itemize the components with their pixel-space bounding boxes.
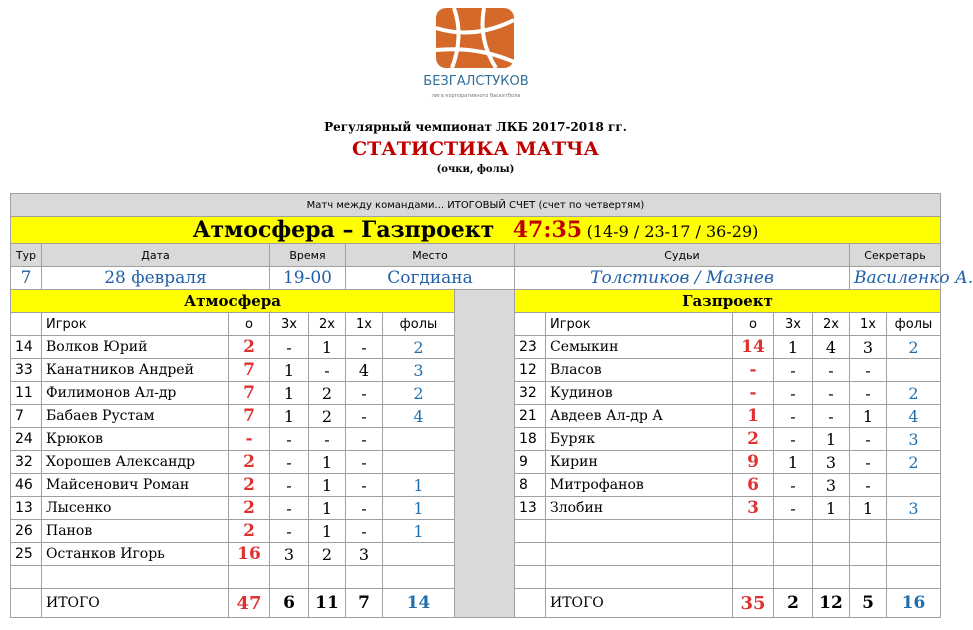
- player-fouls: [887, 566, 941, 589]
- player-fouls: [383, 428, 455, 451]
- total-num-cell: [515, 589, 546, 618]
- header-date: Дата: [42, 244, 270, 267]
- player-three: 1: [270, 382, 309, 405]
- player-fouls: 3: [887, 497, 941, 520]
- player-points: [733, 543, 774, 566]
- total-fouls: 14: [383, 589, 455, 618]
- player-points: -: [733, 359, 774, 382]
- total-points: 35: [733, 589, 774, 618]
- header-secretary: Секретарь: [850, 244, 941, 267]
- col-fouls-header: фолы: [383, 313, 455, 336]
- total-points: 47: [229, 589, 270, 618]
- player-three: [774, 543, 813, 566]
- player-one: -: [850, 359, 887, 382]
- player-name: Кирин: [546, 451, 733, 474]
- player-name: Крюков: [42, 428, 229, 451]
- player-name: Кудинов: [546, 382, 733, 405]
- player-fouls: 3: [887, 428, 941, 451]
- player-name: Злобин: [546, 497, 733, 520]
- col-num-header: [11, 313, 42, 336]
- player-two: 3: [813, 474, 850, 497]
- col-points-header: о: [733, 313, 774, 336]
- player-number: 32: [515, 382, 546, 405]
- player-number: 33: [11, 359, 42, 382]
- player-one: [346, 566, 383, 589]
- player-number: 13: [515, 497, 546, 520]
- player-three: [774, 566, 813, 589]
- season-title: Регулярный чемпионат ЛКБ 2017-2018 гг.: [324, 120, 627, 134]
- player-three: -: [774, 497, 813, 520]
- player-one: -: [346, 428, 383, 451]
- player-fouls: 1: [383, 520, 455, 543]
- col-three-header: 3х: [270, 313, 309, 336]
- total-two: 12: [813, 589, 850, 618]
- player-two: -: [813, 382, 850, 405]
- player-one: -: [346, 382, 383, 405]
- player-name: Панов: [42, 520, 229, 543]
- col-three-header: 3х: [774, 313, 813, 336]
- tour-value: 7: [11, 267, 42, 290]
- player-number: 26: [11, 520, 42, 543]
- col-fouls-header: фолы: [887, 313, 941, 336]
- total-three: 2: [774, 589, 813, 618]
- player-three: -: [270, 336, 309, 359]
- player-points: 2: [229, 497, 270, 520]
- referees-value: Толстиков / Мазнев: [515, 267, 850, 290]
- player-number: 8: [515, 474, 546, 497]
- total-label: ИТОГО: [42, 589, 229, 618]
- player-number: 24: [11, 428, 42, 451]
- player-two: 1: [309, 451, 346, 474]
- player-fouls: [887, 520, 941, 543]
- player-one: -: [346, 405, 383, 428]
- player-name: Семыкин: [546, 336, 733, 359]
- match-stats-table: [10, 193, 973, 618]
- player-number: [515, 543, 546, 566]
- player-number: 25: [11, 543, 42, 566]
- col-player-header: Игрок: [42, 313, 229, 336]
- player-fouls: 2: [383, 382, 455, 405]
- col-player-header: Игрок: [546, 313, 733, 336]
- player-one: -: [850, 382, 887, 405]
- player-three: -: [270, 451, 309, 474]
- player-three: 1: [270, 405, 309, 428]
- header-tour: Тур: [11, 244, 42, 267]
- player-points: [733, 520, 774, 543]
- player-fouls: 2: [887, 451, 941, 474]
- player-name: Буряк: [546, 428, 733, 451]
- player-three: -: [774, 428, 813, 451]
- player-points: 2: [229, 474, 270, 497]
- player-name: Бабаев Рустам: [42, 405, 229, 428]
- player-fouls: 1: [383, 474, 455, 497]
- col-two-header: 2х: [309, 313, 346, 336]
- basketball-logo-icon: [434, 6, 516, 70]
- player-one: -: [346, 497, 383, 520]
- player-points: 2: [229, 451, 270, 474]
- player-two: 3: [813, 451, 850, 474]
- score-banner: [11, 217, 941, 244]
- team-a-name: Атмосфера: [11, 290, 455, 313]
- player-one: [850, 566, 887, 589]
- player-number: [515, 566, 546, 589]
- player-fouls: 3: [383, 359, 455, 382]
- player-number: 7: [11, 405, 42, 428]
- player-three: 1: [270, 359, 309, 382]
- player-three: [774, 520, 813, 543]
- player-number: 46: [11, 474, 42, 497]
- player-three: -: [774, 474, 813, 497]
- player-fouls: 2: [887, 382, 941, 405]
- gap-cell: [455, 290, 515, 618]
- player-points: [733, 566, 774, 589]
- player-number: [11, 566, 42, 589]
- player-name: Волков Юрий: [42, 336, 229, 359]
- player-points: 6: [733, 474, 774, 497]
- player-fouls: 4: [887, 405, 941, 428]
- player-fouls: 2: [887, 336, 941, 359]
- player-name: Канатников Андрей: [42, 359, 229, 382]
- player-fouls: [383, 543, 455, 566]
- player-fouls: [383, 451, 455, 474]
- player-fouls: [887, 474, 941, 497]
- player-name: [546, 543, 733, 566]
- player-two: 1: [309, 497, 346, 520]
- total-label: ИТОГО: [546, 589, 733, 618]
- player-two: -: [813, 405, 850, 428]
- total-two: 11: [309, 589, 346, 618]
- match-line: Матч между командами... ИТОГОВЫЙ СЧЕТ (счет по четвертям): [11, 194, 941, 217]
- player-name: Митрофанов: [546, 474, 733, 497]
- player-number: 18: [515, 428, 546, 451]
- player-points: 7: [229, 359, 270, 382]
- player-fouls: 1: [383, 497, 455, 520]
- total-three: 6: [270, 589, 309, 618]
- player-three: -: [774, 382, 813, 405]
- col-two-header: 2х: [813, 313, 850, 336]
- player-one: 3: [850, 336, 887, 359]
- player-fouls: [887, 359, 941, 382]
- player-fouls: [887, 543, 941, 566]
- player-name: Останков Игорь: [42, 543, 229, 566]
- player-number: 32: [11, 451, 42, 474]
- player-three: -: [270, 428, 309, 451]
- quarter-scores: (14-9 / 23-17 / 36-29): [586, 222, 759, 241]
- player-one: -: [850, 428, 887, 451]
- header-place: Место: [346, 244, 515, 267]
- player-points: -: [733, 382, 774, 405]
- player-one: -: [850, 474, 887, 497]
- player-two: -: [813, 359, 850, 382]
- final-score: 47:35: [512, 217, 583, 243]
- total-one: 7: [346, 589, 383, 618]
- player-number: 23: [515, 336, 546, 359]
- player-name: Филимонов Ал-др: [42, 382, 229, 405]
- player-two: 1: [309, 520, 346, 543]
- player-one: 3: [346, 543, 383, 566]
- team-name-row: [11, 290, 941, 313]
- player-number: 21: [515, 405, 546, 428]
- player-one: [850, 543, 887, 566]
- player-points: 2: [733, 428, 774, 451]
- player-two: 1: [309, 474, 346, 497]
- player-points: 7: [229, 405, 270, 428]
- secretary-value: Василенко А.: [850, 267, 941, 290]
- player-points: 14: [733, 336, 774, 359]
- player-three: 1: [774, 451, 813, 474]
- player-two: 2: [309, 382, 346, 405]
- player-name: [546, 520, 733, 543]
- player-three: -: [774, 359, 813, 382]
- player-one: -: [346, 520, 383, 543]
- page-subtitle: (очки, фолы): [436, 164, 515, 175]
- logo-name: БЕЗГАЛСТУКОВ: [423, 74, 529, 89]
- player-three: 3: [270, 543, 309, 566]
- player-three: 1: [774, 336, 813, 359]
- player-one: 1: [850, 405, 887, 428]
- player-name: [42, 566, 229, 589]
- player-two: [813, 520, 850, 543]
- player-one: 4: [346, 359, 383, 382]
- logo-tagline: лига корпоративного баскетбола: [431, 93, 521, 99]
- player-two: [309, 566, 346, 589]
- player-two: 1: [309, 336, 346, 359]
- player-two: 2: [309, 405, 346, 428]
- player-number: 9: [515, 451, 546, 474]
- player-one: -: [850, 451, 887, 474]
- player-one: [850, 520, 887, 543]
- player-number: 11: [11, 382, 42, 405]
- player-two: 4: [813, 336, 850, 359]
- player-three: -: [270, 520, 309, 543]
- header-time: Время: [270, 244, 346, 267]
- player-one: -: [346, 336, 383, 359]
- player-points: 2: [229, 336, 270, 359]
- player-two: 1: [813, 428, 850, 451]
- player-name: Власов: [546, 359, 733, 382]
- player-two: 2: [309, 543, 346, 566]
- player-name: Лысенко: [42, 497, 229, 520]
- player-three: -: [774, 405, 813, 428]
- player-one: -: [346, 474, 383, 497]
- player-points: 3: [733, 497, 774, 520]
- total-num-cell: [11, 589, 42, 618]
- player-number: [515, 520, 546, 543]
- player-number: 14: [11, 336, 42, 359]
- total-one: 5: [850, 589, 887, 618]
- col-one-header: 1х: [346, 313, 383, 336]
- teams-label: Атмосфера – Газпроект: [192, 217, 495, 243]
- page-title: СТАТИСТИКА МАТЧА: [352, 138, 599, 160]
- player-points: 1: [733, 405, 774, 428]
- player-two: -: [309, 359, 346, 382]
- player-name: [546, 566, 733, 589]
- header-referees: Судьи: [515, 244, 850, 267]
- player-fouls: 4: [383, 405, 455, 428]
- player-three: [270, 566, 309, 589]
- player-name: Авдеев Ал-др А: [546, 405, 733, 428]
- player-points: 9: [733, 451, 774, 474]
- player-points: 16: [229, 543, 270, 566]
- place-value: Согдиана: [346, 267, 515, 290]
- player-two: [813, 543, 850, 566]
- player-number: 12: [515, 359, 546, 382]
- player-three: -: [270, 497, 309, 520]
- player-name: Хорошев Александр: [42, 451, 229, 474]
- player-points: -: [229, 428, 270, 451]
- player-three: -: [270, 474, 309, 497]
- player-points: 2: [229, 520, 270, 543]
- player-fouls: 2: [383, 336, 455, 359]
- total-fouls: 16: [887, 589, 941, 618]
- player-points: 7: [229, 382, 270, 405]
- player-name: Майсенович Роман: [42, 474, 229, 497]
- player-fouls: [383, 566, 455, 589]
- col-points-header: о: [229, 313, 270, 336]
- player-number: 13: [11, 497, 42, 520]
- player-one: 1: [850, 497, 887, 520]
- col-one-header: 1х: [850, 313, 887, 336]
- player-one: -: [346, 451, 383, 474]
- date-value: 28 февраля: [42, 267, 270, 290]
- col-num-header: [515, 313, 546, 336]
- player-points: [229, 566, 270, 589]
- time-value: 19-00: [270, 267, 346, 290]
- player-two: [813, 566, 850, 589]
- team-b-name: Газпроект: [515, 290, 941, 313]
- player-two: 1: [813, 497, 850, 520]
- player-two: -: [309, 428, 346, 451]
